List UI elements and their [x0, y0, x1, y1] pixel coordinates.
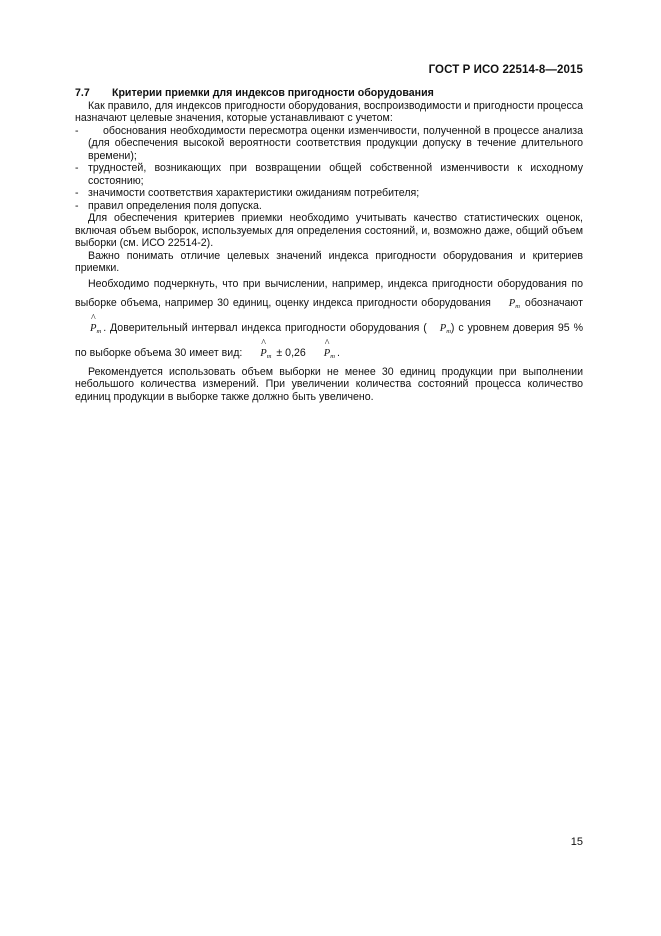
text-run: ) с уровнем доверия 95 % по выборке объема 30 имеет вид:	[75, 321, 583, 359]
list-dash: -	[75, 162, 79, 174]
symbol-pm-hat	[311, 337, 335, 366]
symbol-subscript: m	[515, 302, 520, 310]
list-dash: -	[75, 124, 79, 137]
text-run: Необходимо подчеркнуть, что при вычислении, например, индекса пригодности оборудования по выборке объема, например 30 единиц, оценку индекса пригодности оборудования	[75, 277, 583, 309]
symbol-letter: P	[323, 347, 331, 359]
section-heading	[75, 87, 583, 100]
symbol-pm-hat	[77, 312, 102, 341]
list-item-text-1: обоснования необходимости пересмотра оценки изменчивости, полученной в процессе анализа (для обеспечения высокой вероятности соответствия продукции допуску в течение длительного времени);	[88, 124, 583, 162]
symbol-subscript: m	[446, 327, 451, 335]
symbol-letter: P	[439, 322, 447, 334]
paragraph-intro: Как правило, для индексов пригодности оборудования, воспроизводимости и пригодности процесса назначают целевые значения, которые устанавливают с учетом:	[75, 99, 583, 124]
symbol-subscript: m	[96, 327, 102, 335]
hat-mark: ^	[324, 337, 330, 349]
list-item-text-3: значимости соответствия характеристики ожиданиям потребителя;	[88, 187, 420, 199]
list-item-text-2: трудностей, возникающих при возвращении общей собственной изменчивости к исходному состоянию;	[88, 162, 583, 187]
hat-mark: ^	[261, 337, 266, 349]
page-number: 15	[570, 836, 583, 848]
symbol-pm	[427, 319, 451, 341]
document-header: ГОСТ Р ИСО 22514-8—2015	[428, 64, 583, 76]
list-item-text-4: правил определения поля допуска.	[88, 199, 262, 212]
list-item	[75, 200, 583, 213]
section-number: 7.7	[75, 87, 90, 99]
list-item	[75, 125, 583, 163]
list-item	[75, 162, 583, 187]
list-dash: -	[75, 187, 79, 199]
paragraph-difference: Важно понимать отличие целевых значений индекса пригодности оборудования и критериев приемки.	[75, 249, 583, 274]
text-run: . Доверительный интервал индекса пригодности оборудования (	[103, 321, 427, 334]
paragraph-criteria: Для обеспечения критериев приемки необходимо учитывать качество статистических оценок, включая объем выборок, используемых для определения состояний, и, возможно даже, общий объем выборки (см. ИСО 22514-2).	[75, 212, 583, 249]
list-item	[75, 187, 583, 200]
symbol-letter: P	[260, 347, 267, 359]
symbol-pm-hat	[247, 337, 272, 366]
list-dash: -	[75, 199, 79, 212]
paragraph-recommendation: Рекомендуется использовать объем выборки не менее 30 единиц продукции при выполнении небольшого количества измерений. При увеличении количества состояний процесса количество единиц продукции в выборке также должно быть увеличено.	[75, 365, 583, 403]
symbol-letter: P	[90, 322, 97, 334]
symbol-subscript: m	[330, 352, 335, 360]
section-title: Критерии приемки для индексов пригодности оборудования	[112, 87, 434, 99]
symbol-subscript: m	[266, 352, 272, 360]
list-item-text	[75, 125, 583, 163]
text-run: .	[336, 346, 340, 359]
symbol-pm	[496, 294, 520, 316]
hat-mark: ^	[91, 312, 96, 324]
paragraph-confidence	[75, 275, 583, 366]
symbol-letter: P	[508, 297, 516, 309]
text-run: ± 0,26	[276, 346, 306, 359]
text-run: обозначают	[524, 296, 583, 309]
document-body	[75, 87, 583, 403]
